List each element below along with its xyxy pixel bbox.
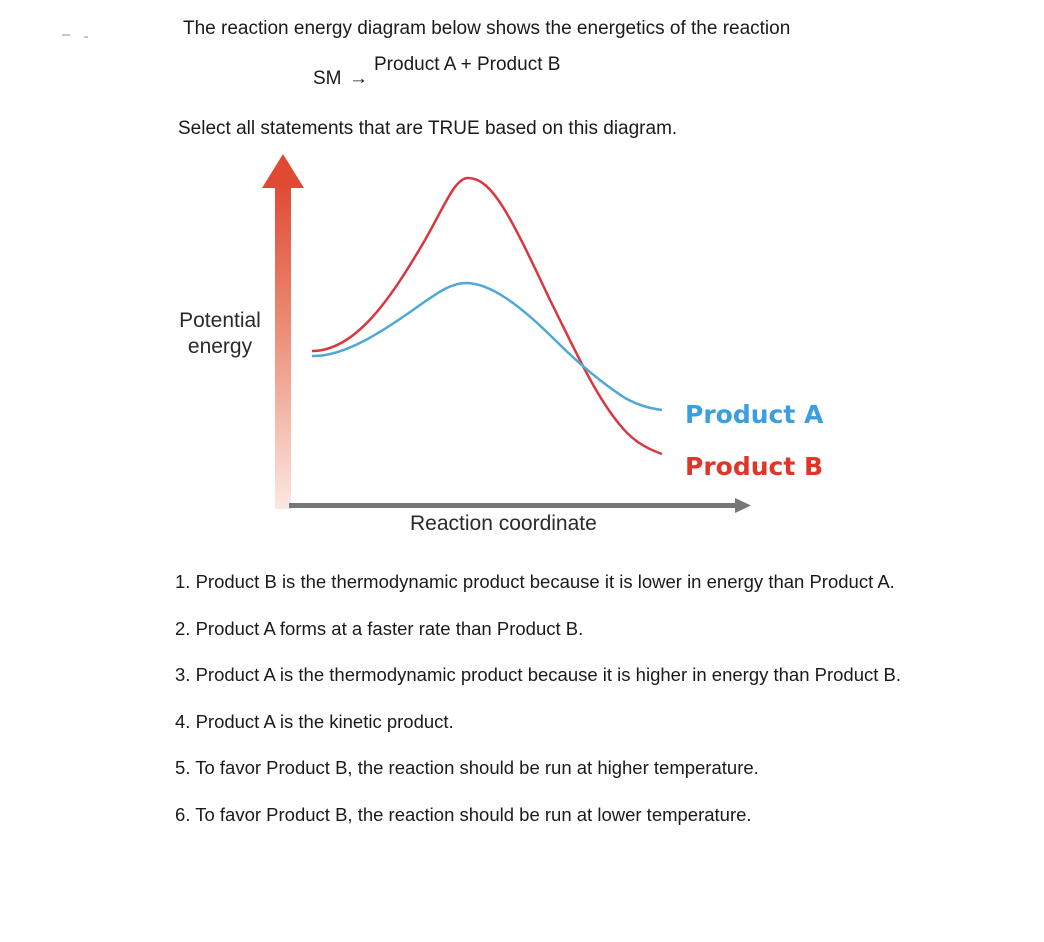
x-axis-label: Reaction coordinate: [410, 512, 597, 535]
curve-product-a: [312, 283, 662, 410]
statement-item[interactable]: 3. Product A is the thermodynamic product because it is higher in energy than Product B.: [175, 664, 902, 686]
x-axis-arrow-head: [735, 498, 751, 513]
question-intro: The reaction energy diagram below shows the energetics of the reaction: [183, 18, 791, 39]
x-axis-arrow-shaft: [289, 503, 737, 508]
statement-item[interactable]: 4. Product A is the kinetic product.: [175, 710, 454, 732]
equation-reactant: SM: [313, 68, 342, 89]
curve-product-b: [312, 178, 662, 454]
statement-list: [175, 570, 901, 850]
y-axis-label: Potential energy: [179, 309, 261, 358]
y-axis-arrow-head: [262, 154, 304, 188]
statement-item[interactable]: 2. Product A forms at a faster rate than Product B.: [175, 617, 584, 639]
statement-item[interactable]: 6. To favor Product B, the reaction should be run at lower temperature.: [175, 803, 752, 825]
equation-arrow: →: [349, 68, 368, 89]
equation-products: Product A + Product B: [374, 54, 561, 75]
label-product-b: Product B: [685, 452, 824, 481]
statement-item[interactable]: 5. To favor Product B, the reaction should be run at higher temperature.: [175, 757, 759, 779]
question-instruction: Select all statements that are TRUE based on this diagram.: [178, 118, 678, 139]
statement-item[interactable]: 1. Product B is the thermodynamic product because it is lower in energy than Product A.: [175, 571, 895, 592]
label-product-a: Product A: [685, 400, 824, 429]
